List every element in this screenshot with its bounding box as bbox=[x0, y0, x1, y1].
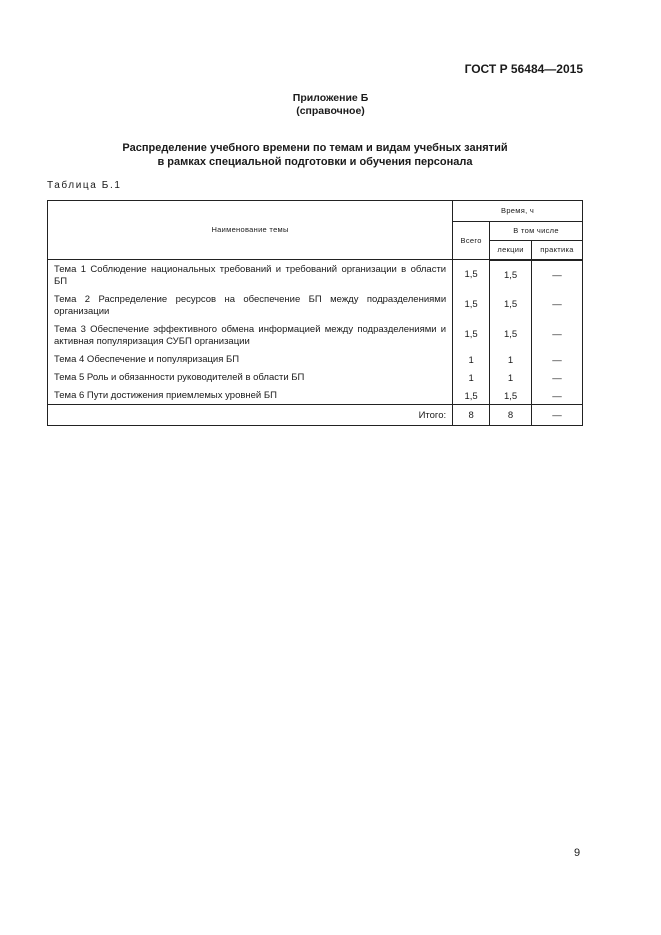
table-row bbox=[48, 320, 583, 350]
total-hours: 8 bbox=[453, 405, 490, 426]
table-row bbox=[48, 386, 583, 405]
row-lectures: 1,5 bbox=[490, 260, 532, 291]
row-topic: Тема 2 Распределение ресурсов на обеспечение БП между подразделениями организации bbox=[48, 290, 453, 320]
row-practice: — bbox=[532, 350, 583, 368]
row-topic: Тема 3 Обеспечение эффективного обмена информацией между подразделениями и активная популяризация СУБП организации bbox=[48, 320, 453, 350]
row-topic: Тема 4 Обеспечение и популяризация БП bbox=[48, 350, 453, 368]
row-topic: Тема 5 Роль и обязанности руководителей в области БП bbox=[48, 368, 453, 386]
row-lectures: 1,5 bbox=[490, 290, 532, 320]
annex-subtitle: (справочное) bbox=[296, 105, 365, 117]
total-lectures: 8 bbox=[490, 405, 532, 426]
table-row bbox=[48, 260, 583, 291]
row-total: 1,5 bbox=[453, 320, 490, 350]
section-heading-line-2: в рамках специальной подготовки и обучения персонала bbox=[157, 156, 473, 168]
section-heading-line-1: Распределение учебного времени по темам и видам учебных занятий bbox=[122, 142, 508, 154]
document-code: ГОСТ Р 56484—2015 bbox=[464, 62, 583, 76]
header-total: Всего bbox=[453, 222, 490, 260]
row-lectures: 1,5 bbox=[490, 386, 532, 405]
row-topic: Тема 6 Пути достижения приемлемых уровней БП bbox=[48, 386, 453, 405]
total-practice: — bbox=[532, 405, 583, 426]
header-lectures: лекции bbox=[490, 241, 532, 260]
row-practice: — bbox=[532, 320, 583, 350]
row-lectures: 1 bbox=[490, 350, 532, 368]
row-lectures: 1 bbox=[490, 368, 532, 386]
header-practice: практика bbox=[532, 241, 583, 260]
row-total: 1 bbox=[453, 350, 490, 368]
annex-title: Приложение Б bbox=[292, 92, 369, 104]
total-label: Итого: bbox=[48, 405, 453, 426]
table-row bbox=[48, 290, 583, 320]
training-time-table bbox=[47, 200, 583, 426]
table-row bbox=[48, 368, 583, 386]
row-practice: — bbox=[532, 386, 583, 405]
header-time-hours: Время, ч bbox=[453, 201, 583, 222]
row-total: 1 bbox=[453, 368, 490, 386]
row-lectures: 1,5 bbox=[490, 320, 532, 350]
table-row bbox=[48, 350, 583, 368]
row-topic: Тема 1 Соблюдение национальных требований и требований организации в области БП bbox=[48, 260, 453, 291]
row-total: 1,5 bbox=[453, 290, 490, 320]
row-practice: — bbox=[532, 260, 583, 291]
table-total-row bbox=[48, 405, 583, 426]
row-total: 1,5 bbox=[453, 386, 490, 405]
row-practice: — bbox=[532, 368, 583, 386]
row-total: 1,5 bbox=[453, 260, 490, 291]
header-including: В том числе bbox=[490, 222, 583, 241]
table-caption: Таблица Б.1 bbox=[47, 180, 122, 191]
row-practice: — bbox=[532, 290, 583, 320]
page-number: 9 bbox=[574, 847, 581, 859]
header-topic-name: Наименование темы bbox=[48, 201, 453, 260]
